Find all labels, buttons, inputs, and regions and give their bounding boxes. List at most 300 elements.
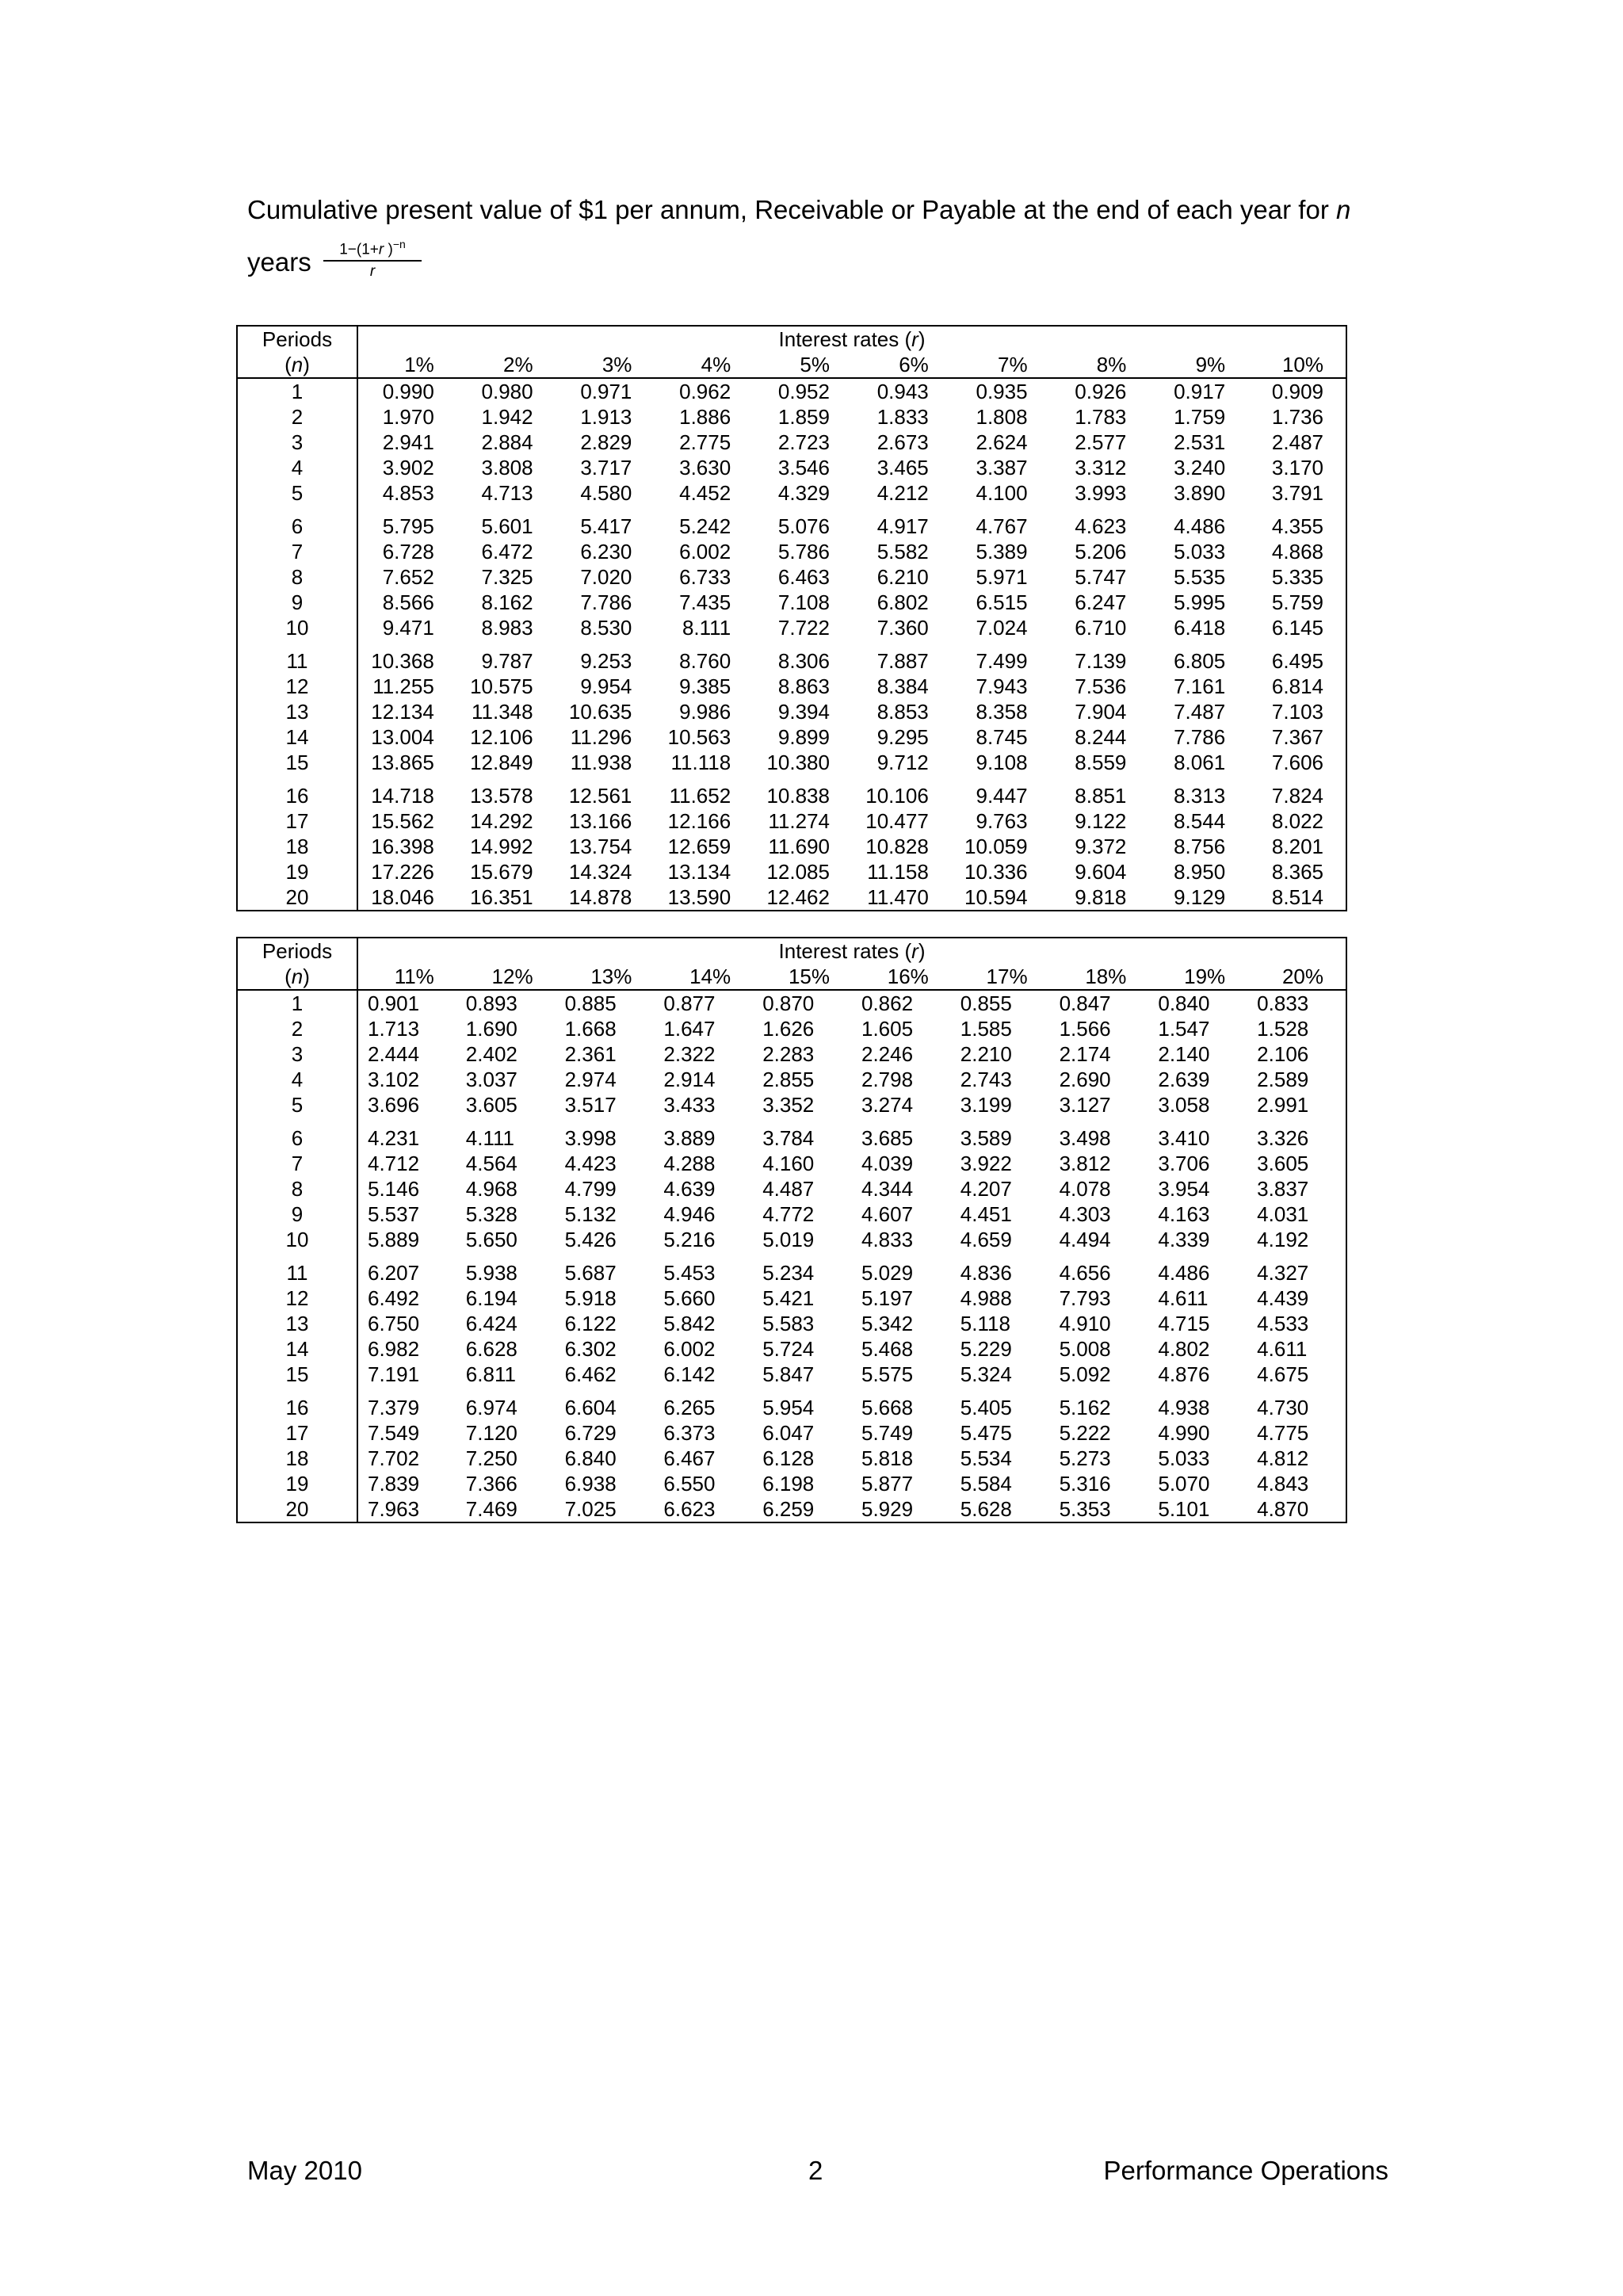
- value-cell: 13.754: [568, 835, 632, 858]
- value-cell: 5.534: [960, 1446, 1012, 1470]
- value-cell: 4.772: [762, 1202, 815, 1226]
- value-cell: 7.904: [1075, 700, 1127, 724]
- value-cell: 7.652: [382, 565, 434, 589]
- value-cell: 4.946: [663, 1202, 716, 1226]
- value-cell: 8.306: [777, 649, 830, 673]
- value-cell: 2.444: [368, 1042, 420, 1066]
- value-cell: 8.851: [1075, 784, 1127, 808]
- value-cell: 3.546: [777, 456, 830, 479]
- formula-part: 1−(1+: [339, 241, 379, 258]
- value-cell: 1.913: [580, 405, 632, 429]
- value-cell: 3.387: [976, 456, 1028, 479]
- value-cell: 3.102: [368, 1068, 420, 1091]
- value-cell: 12.462: [766, 885, 830, 909]
- value-cell: 5.216: [663, 1228, 716, 1251]
- value-cell: 4.303: [1059, 1202, 1111, 1226]
- value-cell: 1.585: [960, 1017, 1012, 1041]
- period-cell: 16: [237, 775, 357, 808]
- period-cell: 19: [237, 1471, 357, 1496]
- value-cell: 1.970: [382, 405, 434, 429]
- value-cell: 4.533: [1257, 1312, 1309, 1335]
- value-cell: 5.582: [876, 540, 929, 563]
- title-n: n: [1335, 195, 1351, 224]
- value-cell: 3.889: [663, 1126, 716, 1150]
- table-row: [237, 699, 1346, 724]
- value-cell: 5.575: [861, 1362, 914, 1386]
- value-cell: 4.988: [960, 1286, 1012, 1310]
- table-row: [237, 1176, 1346, 1201]
- value-cell: 5.029: [861, 1261, 914, 1285]
- annuity-formula: [323, 238, 422, 281]
- value-cell: 9.385: [679, 674, 731, 698]
- value-cell: 6.463: [777, 565, 830, 589]
- value-cell: 0.901: [368, 991, 420, 1015]
- value-cell: 9.986: [679, 700, 731, 724]
- value-cell: 6.840: [564, 1446, 617, 1470]
- value-cell: 4.623: [1075, 514, 1127, 538]
- value-cell: 6.710: [1075, 616, 1127, 640]
- value-cell: 12.659: [667, 835, 731, 858]
- value-cell: 5.795: [382, 514, 434, 538]
- value-cell: 10.380: [766, 751, 830, 774]
- table-row: [237, 859, 1346, 884]
- value-cell: 2.589: [1257, 1068, 1309, 1091]
- value-cell: 16.398: [371, 835, 434, 858]
- rate-column-header: 17%: [951, 964, 1050, 990]
- value-cell: 4.713: [481, 481, 533, 505]
- value-cell: 4.853: [382, 481, 434, 505]
- value-cell: 3.170: [1271, 456, 1323, 479]
- table-row: [237, 884, 1346, 911]
- value-cell: 5.206: [1075, 540, 1127, 563]
- rates-label: Interest rates (: [778, 939, 912, 963]
- value-cell: 1.668: [564, 1017, 617, 1041]
- value-cell: 14.992: [470, 835, 533, 858]
- value-cell: 5.818: [861, 1446, 914, 1470]
- value-cell: 5.132: [564, 1202, 617, 1226]
- value-cell: 3.902: [382, 456, 434, 479]
- value-cell: 7.702: [368, 1446, 420, 1470]
- value-cell: 1.713: [368, 1017, 420, 1041]
- value-cell: 2.941: [382, 430, 434, 454]
- value-cell: 6.207: [368, 1261, 420, 1285]
- rate-column-header: 8%: [1050, 352, 1149, 378]
- value-cell: 5.842: [663, 1312, 716, 1335]
- value-cell: 5.475: [960, 1421, 1012, 1445]
- value-cell: 7.963: [368, 1497, 420, 1521]
- value-cell: 9.818: [1075, 885, 1127, 909]
- value-cell: 5.537: [368, 1202, 420, 1226]
- value-cell: 6.198: [762, 1472, 815, 1496]
- value-cell: 2.673: [876, 430, 929, 454]
- value-cell: 3.808: [481, 456, 533, 479]
- value-cell: 7.379: [368, 1396, 420, 1419]
- value-cell: 11.652: [669, 784, 731, 808]
- value-cell: 4.160: [762, 1152, 815, 1175]
- period-cell: 20: [237, 884, 357, 911]
- value-cell: 7.161: [1174, 674, 1226, 698]
- value-cell: 6.424: [465, 1312, 517, 1335]
- period-cell: 8: [237, 1176, 357, 1201]
- value-cell: 3.498: [1059, 1126, 1111, 1150]
- value-cell: 12.085: [766, 860, 830, 884]
- value-cell: 5.877: [861, 1472, 914, 1496]
- value-cell: 9.787: [481, 649, 533, 673]
- value-cell: 2.174: [1059, 1042, 1111, 1066]
- period-cell: 19: [237, 859, 357, 884]
- value-cell: 2.577: [1075, 430, 1127, 454]
- value-cell: 3.685: [861, 1126, 914, 1150]
- annuity-table-2: [236, 937, 1347, 1523]
- period-cell: 14: [237, 724, 357, 750]
- value-cell: 1.783: [1075, 405, 1127, 429]
- value-cell: 5.335: [1271, 565, 1323, 589]
- periods-header: Periods: [237, 938, 357, 964]
- value-cell: 1.690: [465, 1017, 517, 1041]
- value-cell: 5.668: [861, 1396, 914, 1419]
- value-cell: 1.647: [663, 1017, 716, 1041]
- value-cell: 5.353: [1059, 1497, 1111, 1521]
- value-cell: 3.127: [1059, 1093, 1111, 1117]
- value-cell: 0.962: [679, 380, 731, 403]
- value-cell: 5.759: [1271, 590, 1323, 614]
- value-cell: 4.031: [1257, 1202, 1309, 1226]
- value-cell: 4.486: [1158, 1261, 1210, 1285]
- rate-column-header: 11%: [357, 964, 456, 990]
- value-cell: 7.024: [976, 616, 1028, 640]
- period-cell: 4: [237, 455, 357, 480]
- value-cell: 6.604: [564, 1396, 617, 1419]
- value-cell: 8.313: [1174, 784, 1226, 808]
- value-cell: 4.767: [976, 514, 1028, 538]
- table-row: [237, 539, 1346, 564]
- rate-column-header: 7%: [951, 352, 1050, 378]
- value-cell: 5.033: [1174, 540, 1226, 563]
- value-cell: 3.058: [1158, 1093, 1210, 1117]
- table-row: [237, 674, 1346, 699]
- value-cell: 4.799: [564, 1177, 617, 1201]
- value-cell: 2.487: [1271, 430, 1323, 454]
- value-cell: 3.352: [762, 1093, 815, 1117]
- value-cell: 5.234: [762, 1261, 815, 1285]
- value-cell: 5.535: [1174, 565, 1226, 589]
- footer-subject: Performance Operations: [1103, 2156, 1388, 2185]
- table-row: [237, 615, 1346, 640]
- value-cell: 3.240: [1174, 456, 1226, 479]
- value-cell: 6.515: [976, 590, 1028, 614]
- value-cell: 4.580: [580, 481, 632, 505]
- value-cell: 2.361: [564, 1042, 617, 1066]
- value-cell: 5.417: [580, 514, 632, 538]
- value-cell: 6.128: [762, 1446, 815, 1470]
- value-cell: 10.336: [964, 860, 1028, 884]
- period-cell: 6: [237, 1117, 357, 1151]
- value-cell: 11.690: [768, 835, 830, 858]
- value-cell: 6.628: [465, 1337, 517, 1361]
- value-cell: 8.745: [976, 725, 1028, 749]
- value-cell: 5.389: [976, 540, 1028, 563]
- value-cell: 0.893: [465, 991, 517, 1015]
- value-cell: 1.886: [679, 405, 731, 429]
- value-cell: 4.659: [960, 1228, 1012, 1251]
- value-cell: 9.129: [1174, 885, 1226, 909]
- value-cell: 5.650: [465, 1228, 517, 1251]
- value-cell: 5.019: [762, 1228, 815, 1251]
- value-cell: 5.146: [368, 1177, 420, 1201]
- table-row: [237, 1420, 1346, 1446]
- value-cell: 8.983: [481, 616, 533, 640]
- value-cell: 4.327: [1257, 1261, 1309, 1285]
- value-cell: 3.954: [1158, 1177, 1210, 1201]
- value-cell: 14.324: [568, 860, 632, 884]
- value-cell: 8.863: [777, 674, 830, 698]
- value-cell: 1.759: [1174, 405, 1226, 429]
- formula-part: ): [384, 241, 393, 258]
- period-cell: 9: [237, 1201, 357, 1227]
- value-cell: 8.162: [481, 590, 533, 614]
- period-cell: 2: [237, 404, 357, 430]
- value-cell: 14.292: [470, 809, 533, 833]
- value-cell: 3.890: [1174, 481, 1226, 505]
- period-cell: 7: [237, 1151, 357, 1176]
- value-cell: 5.889: [368, 1228, 420, 1251]
- value-cell: 15.562: [371, 809, 434, 833]
- period-cell: 14: [237, 1336, 357, 1362]
- period-cell: 17: [237, 1420, 357, 1446]
- value-cell: 3.706: [1158, 1152, 1210, 1175]
- period-cell: 20: [237, 1496, 357, 1522]
- value-cell: 4.812: [1257, 1446, 1309, 1470]
- value-cell: 6.373: [663, 1421, 716, 1445]
- table-row: [237, 808, 1346, 834]
- period-cell: 12: [237, 1286, 357, 1311]
- value-cell: 8.111: [682, 616, 731, 640]
- value-cell: 6.982: [368, 1337, 420, 1361]
- value-cell: 13.134: [667, 860, 731, 884]
- table-row: [237, 1201, 1346, 1227]
- value-cell: 0.862: [861, 991, 914, 1015]
- rate-column-header: 1%: [357, 352, 456, 378]
- value-cell: 10.563: [667, 725, 731, 749]
- value-cell: 5.628: [960, 1497, 1012, 1521]
- value-cell: 3.812: [1059, 1152, 1111, 1175]
- value-cell: 4.611: [1257, 1337, 1308, 1361]
- value-cell: 4.339: [1158, 1228, 1210, 1251]
- value-cell: 8.244: [1075, 725, 1127, 749]
- value-cell: 0.833: [1257, 991, 1309, 1015]
- value-cell: 7.360: [876, 616, 929, 640]
- value-cell: 3.922: [960, 1152, 1012, 1175]
- value-cell: 7.366: [465, 1472, 517, 1496]
- table-row: [237, 1041, 1346, 1067]
- value-cell: 9.394: [777, 700, 830, 724]
- value-cell: 5.929: [861, 1497, 914, 1521]
- table-row: [237, 750, 1346, 775]
- value-cell: 1.528: [1257, 1017, 1309, 1041]
- value-cell: 7.786: [580, 590, 632, 614]
- value-cell: 5.197: [861, 1286, 914, 1310]
- value-cell: 8.566: [382, 590, 434, 614]
- value-cell: 4.163: [1158, 1202, 1210, 1226]
- value-cell: 10.368: [371, 649, 434, 673]
- value-cell: 3.784: [762, 1126, 815, 1150]
- value-cell: 7.250: [465, 1446, 517, 1470]
- table-row: [237, 480, 1346, 506]
- value-cell: 2.106: [1257, 1042, 1309, 1066]
- value-cell: 8.514: [1271, 885, 1323, 909]
- value-cell: 8.530: [580, 616, 632, 640]
- value-cell: 1.566: [1059, 1017, 1111, 1041]
- value-cell: 4.715: [1158, 1312, 1210, 1335]
- table-row: [237, 1336, 1346, 1362]
- value-cell: 6.492: [368, 1286, 420, 1310]
- table-row: [237, 1311, 1346, 1336]
- value-cell: 8.760: [679, 649, 731, 673]
- rate-header-row: [237, 352, 1346, 378]
- value-cell: 5.328: [465, 1202, 517, 1226]
- value-cell: 11.348: [472, 700, 533, 724]
- value-cell: 4.344: [861, 1177, 914, 1201]
- value-cell: 7.020: [580, 565, 632, 589]
- value-cell: 11.470: [867, 885, 929, 909]
- period-cell: 10: [237, 615, 357, 640]
- value-cell: 4.329: [777, 481, 830, 505]
- value-cell: 1.808: [976, 405, 1028, 429]
- value-cell: 5.468: [861, 1337, 914, 1361]
- value-cell: 1.942: [481, 405, 533, 429]
- period-cell: 5: [237, 480, 357, 506]
- value-cell: 12.849: [470, 751, 533, 774]
- value-cell: 2.798: [861, 1068, 914, 1091]
- value-cell: 6.145: [1271, 616, 1323, 640]
- value-cell: 6.265: [663, 1396, 716, 1419]
- value-cell: 6.805: [1174, 649, 1226, 673]
- table-row: [237, 990, 1346, 1016]
- rate-column-header: 13%: [556, 964, 655, 990]
- table-row: [237, 590, 1346, 615]
- value-cell: 7.499: [976, 649, 1028, 673]
- value-cell: 1.859: [777, 405, 830, 429]
- value-cell: 7.025: [564, 1497, 617, 1521]
- value-cell: 1.605: [861, 1017, 914, 1041]
- value-cell: 6.472: [481, 540, 533, 563]
- period-cell: 18: [237, 1446, 357, 1471]
- value-cell: 11.296: [570, 725, 632, 749]
- value-cell: 5.583: [762, 1312, 815, 1335]
- annuity-table-1: [236, 325, 1347, 911]
- value-cell: 2.402: [465, 1042, 517, 1066]
- table-row: [237, 1286, 1346, 1311]
- table-row: [237, 640, 1346, 674]
- value-cell: 8.853: [876, 700, 929, 724]
- value-cell: 2.624: [976, 430, 1028, 454]
- value-cell: 4.611: [1158, 1286, 1209, 1310]
- value-cell: 9.712: [876, 751, 929, 774]
- period-cell: 10: [237, 1227, 357, 1252]
- period-cell: 2: [237, 1016, 357, 1041]
- value-cell: 4.836: [960, 1261, 1012, 1285]
- value-cell: 4.487: [762, 1177, 815, 1201]
- value-cell: 5.601: [481, 514, 533, 538]
- n-header: (n): [237, 964, 357, 990]
- table-row: [237, 775, 1346, 808]
- value-cell: 6.462: [564, 1362, 617, 1386]
- value-cell: 6.194: [465, 1286, 517, 1310]
- value-cell: 7.103: [1271, 700, 1323, 724]
- period-cell: 4: [237, 1067, 357, 1092]
- title-text: Cumulative present value of $1 per annum, Receivable or Payable at the end of each year for: [247, 195, 1336, 224]
- period-cell: 13: [237, 1311, 357, 1336]
- value-cell: 9.372: [1075, 835, 1127, 858]
- footer-page-number: 2: [808, 2156, 823, 2185]
- value-cell: 5.273: [1059, 1446, 1111, 1470]
- value-cell: 5.405: [960, 1396, 1012, 1419]
- value-cell: 2.884: [481, 430, 533, 454]
- period-cell: 1: [237, 990, 357, 1016]
- value-cell: 4.207: [960, 1177, 1012, 1201]
- value-cell: 3.696: [368, 1093, 420, 1117]
- value-cell: 7.367: [1271, 725, 1323, 749]
- rate-column-header: 6%: [852, 352, 951, 378]
- rate-column-header: 9%: [1148, 352, 1247, 378]
- value-cell: 3.517: [564, 1093, 617, 1117]
- value-cell: 3.717: [580, 456, 632, 479]
- period-cell: 7: [237, 539, 357, 564]
- value-cell: 4.494: [1059, 1228, 1111, 1251]
- value-cell: 13.578: [470, 784, 533, 808]
- value-cell: 3.605: [1257, 1152, 1309, 1175]
- value-cell: 6.259: [762, 1497, 815, 1521]
- value-cell: 7.824: [1271, 784, 1323, 808]
- value-cell: 3.312: [1075, 456, 1127, 479]
- value-cell: 3.465: [876, 456, 929, 479]
- value-cell: 2.210: [960, 1042, 1012, 1066]
- value-cell: 3.837: [1257, 1177, 1309, 1201]
- value-cell: 14.718: [371, 784, 434, 808]
- value-cell: 4.607: [861, 1202, 914, 1226]
- value-cell: 5.242: [679, 514, 731, 538]
- value-cell: 4.712: [368, 1152, 420, 1175]
- value-cell: 4.990: [1158, 1421, 1210, 1445]
- value-cell: 9.295: [876, 725, 929, 749]
- value-cell: 9.447: [976, 784, 1028, 808]
- value-cell: 9.471: [382, 616, 434, 640]
- value-cell: 4.910: [1059, 1312, 1111, 1335]
- value-cell: 7.139: [1075, 649, 1127, 673]
- period-cell: 9: [237, 590, 357, 615]
- value-cell: 9.763: [976, 809, 1028, 833]
- value-cell: 3.993: [1075, 481, 1127, 505]
- value-cell: 8.559: [1075, 751, 1127, 774]
- value-cell: 5.070: [1158, 1472, 1210, 1496]
- value-cell: 0.990: [382, 380, 434, 403]
- rate-column-header: 2%: [456, 352, 556, 378]
- value-cell: 12.561: [568, 784, 632, 808]
- value-cell: 6.495: [1271, 649, 1323, 673]
- value-cell: 5.229: [960, 1337, 1012, 1361]
- value-cell: 2.743: [960, 1068, 1012, 1091]
- table-row: [237, 564, 1346, 590]
- value-cell: 5.918: [564, 1286, 617, 1310]
- table-row: [237, 1446, 1346, 1471]
- value-cell: 4.917: [876, 514, 929, 538]
- interest-rates-header: [357, 326, 1346, 352]
- value-cell: 4.078: [1059, 1177, 1111, 1201]
- value-cell: 4.868: [1271, 540, 1323, 563]
- rate-column-header: 18%: [1050, 964, 1149, 990]
- value-cell: 4.775: [1257, 1421, 1309, 1445]
- value-cell: 3.589: [960, 1126, 1012, 1150]
